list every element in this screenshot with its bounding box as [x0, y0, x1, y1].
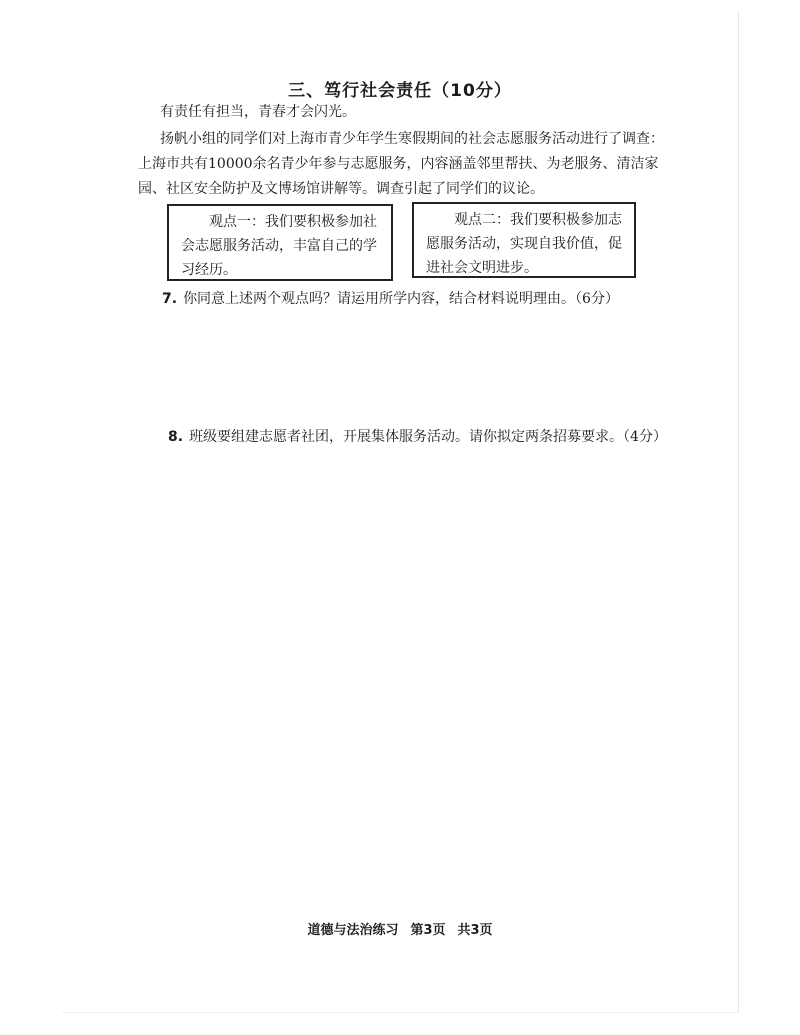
question-7 [162, 288, 619, 310]
footer-page: 第3页 [410, 923, 446, 938]
question-7-number: 7. [162, 291, 178, 307]
viewpoint-box-2 [412, 202, 636, 278]
viewpoint-box-1 [167, 204, 393, 281]
section-title: 三、笃行社会责任（10分） [288, 81, 512, 101]
page-footer [0, 919, 800, 938]
viewpoint-2-text: 观点二：我们要积极参加志愿服务活动，实现自我价值，促进社会文明进步。 [426, 212, 622, 276]
question-7-text: 你同意上述两个观点吗？请运用所学内容，结合材料说明理由。（6分） [183, 291, 619, 307]
footer-total: 共3页 [457, 923, 493, 938]
viewpoint-1-text: 观点一：我们要积极参加社会志愿服务活动，丰富自己的学习经历。 [181, 214, 377, 278]
intro-line: 有责任有担当，青春才会闪光。 [160, 104, 356, 120]
material-paragraph: 扬帆小组的同学们对上海市青少年学生寒假期间的社会志愿服务活动进行了调查：上海市共有10000余名青少年参与志愿服务，内容涵盖邻里帮扶、为老服务、清洁家园、社区安全防护及文博场馆讲解等。调查引起了同学们的议论。 [138, 131, 664, 197]
question-8-text: 班级要组建志愿者社团，开展集体服务活动。请你拟定两条招募要求。（4分） [189, 429, 667, 445]
footer-subject: 道德与法治练习 [307, 923, 399, 938]
question-8 [168, 426, 667, 448]
question-8-number: 8. [168, 429, 184, 445]
